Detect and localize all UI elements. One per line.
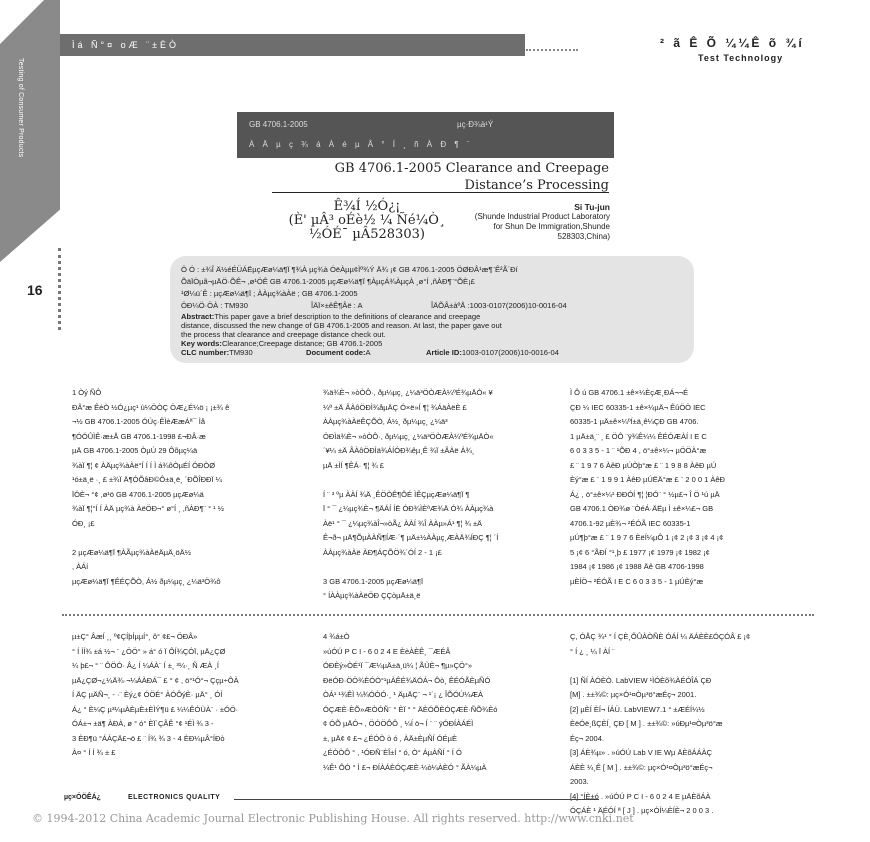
author-en-name: Si Tu-jun xyxy=(574,202,610,212)
text-line: ¾àÏ ¶¦°Í Í ÀÄ µç¾à ÀëÖÐ¬° ø°Í ¸ ,ñÀÐ¶¨ ° ¹ ½ xyxy=(72,504,224,513)
text-line: 3 GB 4706.1-2005 µçÆø¼ä¶Ï xyxy=(323,576,424,586)
footer-rule xyxy=(234,799,599,800)
text-line: Á¿ , ö°±ê×¼¹ ÐÐÓÍ ¶¦ ¦ÐÓ¨ ° ½µ£¬ Î Ö ¹ú µÄ xyxy=(570,489,720,499)
text-line: 4 ¾á±Ò xyxy=(323,632,350,641)
text-line: ÓÐ¸ ¡£ xyxy=(72,518,95,528)
doc-code-label: Document code: xyxy=(306,348,366,357)
text-line: 1 Òý ÑÔ xyxy=(72,388,102,397)
text-line: Àë¹ ° ¯ ¿¼µç¾àÎ¬»òÃ¿ ÀÀÍ ¾Î ÀÀµ»Á¹ ¶¦ ¾ ±Ä xyxy=(323,518,483,528)
clc-value: TM930 xyxy=(229,348,253,357)
text-line: 2003. xyxy=(570,777,589,786)
text-line: [M] . ±±¾©: µç×Ó¹¤Òµ³ö°æÉç¬ 2001. xyxy=(570,690,697,699)
text-line: Í ÄÇ µÄÑ¬¸ - ·¨ Èý¿¢ ÓÖÉ° ÀÓÔýÈ· µÄ° ¸ ÓÍ xyxy=(72,690,223,699)
abstract-en-line-2: distance, discussed the new change of GB 4706.1-2005 and reason. At last, the paper gave out xyxy=(181,321,502,330)
author-en-affiliation-1: (Shunde Industrial Product Laboratory xyxy=(474,212,610,221)
text-line: ¼Ê¹ ÔÓ ° Ì £¬ ÐÍÀÁÈÓÇÆÈ·¼ò¼ÀÈÓ ° ÃÀ¼µÀ xyxy=(323,762,487,772)
text-line: ÓÐÈý»ÒÉ¹Ï ¯Æ¼µÄ±ä¸ü¼ ¦ ÃÙÈ¬ ¶µ»ÇÖ°» xyxy=(323,661,473,670)
text-line: 60335-1 µÄ±ê×¼ºÍ±ä¸ê¼ÇÐ GB 4706. xyxy=(570,417,699,426)
text-line: µçÆø¼ä¶Ï ¶ÊÉÇÕÒ, Á½ ðµ¼µç¸ ¿¼ä³Ö¾ô xyxy=(72,576,221,586)
journal-subtitle: Test Technology xyxy=(698,53,784,63)
keywords-label: Key words: xyxy=(181,339,222,348)
body-column-4 xyxy=(72,630,312,761)
text-line: µÄ GB 4706.1-2005 ÒµÚ 29 Ôõµç¼ä xyxy=(72,446,198,455)
abstract-label: Abstract: xyxy=(181,312,215,321)
text-line: 2 µçÆø¼ä¶Ï ¶ÀÃµç¾àÀëÄµÄ¸öÄ½ xyxy=(72,547,191,557)
text-line: GB 4706.1 ÒÐ¾ø ¨ÒéÁ·ÄËµ Ì ±ê×¼£¬ GB xyxy=(570,504,714,513)
text-line: ÐÂ°æ ÊéÒ ½Ó¿µç¹ ù¼ÖÒÇ ÖÆ¿É¼ö ¡ ¡±¾ ê xyxy=(72,402,230,412)
classification-en xyxy=(181,348,559,357)
text-line: µ±Ç° ÂæÍ ¸¸ º¢ÇÍþÍµµÍ°¸ ô° ¢£¬ ÖÐÂ» xyxy=(72,632,198,641)
title-rule xyxy=(272,192,609,193)
body-column-1 xyxy=(72,386,312,589)
text-line: µÈÍÖ¬ ²ÉÓÃ I E C 6 0 3 3 5 - 1 µÚÈý°æ xyxy=(570,576,704,586)
page-dotted-rule xyxy=(58,248,65,330)
article-id-label: Article ID: xyxy=(426,348,462,357)
text-line: ÁÈÈ ¼¸Ê [ M ] . ±±¾©: µç×Ó¹¤Òµ³ö°æÉç¬ xyxy=(570,762,713,772)
text-line xyxy=(72,531,312,546)
text-line: Èý°æ £ ¨ 1 9 9 1 ÀêÐ µÚËÄ°æ £ ¨ 2 0 0 1 ÀêÐ xyxy=(570,475,725,484)
text-line: 4706.1-92 µÈ¾¬ ²ÉÓÃ IEC 60335-1 xyxy=(570,518,691,528)
text-line: Éç¬ 2004. xyxy=(570,733,604,743)
references-column xyxy=(570,630,815,819)
text-line: ÀÀµç¾àÀëÊÇÕÒ, Á½¸ ðµ¼µç¸ ¿¼ä³ xyxy=(323,417,448,426)
text-line: ÐëÓÐ·ÖÖ¾ÈÓÒ°¹µÀÊÉ¾ÄÓÁ¬ Ôò¸ ÊÉÓÃÈµÑÓ xyxy=(323,675,491,685)
text-line: ÒÁ¹ ¹¾ÊÌ ¼¾ÓÒÓ·¸ ¹ ÄµÄÇ¨ ¬ ¹´¡ ¿ ÎÕÓÚ¼ÆÀ xyxy=(323,690,483,699)
text-line: ÖÐÌä¾È¬ »òÒÔ·, ðµ¼µç¸ ¿¼ä³ÖÒÆÀ¼ºÉ¾µÄÒ« xyxy=(323,431,494,441)
abstract-cn-line: Ô Ó : ±¾Î Ä½éÉÜÁËµçÆø¼ä¶Ï ¶¾À µç¾à ÓëÀµµ¢Ìº¾Ý Ä¾ ¡¢ GB 4706.1-2005 ÖØÐÂ¹æ¶¨Ê²Ã´Ðí xyxy=(181,265,518,274)
doc-code-cn: ÎÄÏ×±êÊ¶Âë : A xyxy=(311,301,363,310)
text-line: ¹ó±ä¸ë ·¸ £ ±¾Ï Ä¶ÓÕâÐ©Ô±ä¸ë¸ ´ÐÕÎÐÐÏ ¼ xyxy=(72,475,222,484)
text-line: ´¥¼ ±Ä ÂÀôÖÐÌä¾ÁÍÓÐ¾êµ¸Ê ¾Ï ±ÂÀë Á¾¸ xyxy=(323,446,475,455)
text-line: ¿ÉÓÒÔ ° , ¹ÓÐÑ¨ÈÎ±Í ° ó, Ò° ÁµÀÑÍ ° Í Ó xyxy=(323,748,462,757)
section-header: Ìá Ñ°¤ oÆ ¨±ÈÒ xyxy=(60,34,525,56)
footer-journal-cn: µç×ÓÖÊÁ¿ xyxy=(64,794,101,801)
doc-code-value: A xyxy=(365,348,371,357)
body-column-5 xyxy=(323,630,563,775)
text-line: [4] °ÍÈ±ó . »úÓÚ P C I - 6 0 2 4 E µÄÈõÁÀ xyxy=(570,791,711,801)
side-label: Testing of Consumer Products xyxy=(17,58,24,158)
text-line: Ì Ô ú GB 4706.1 ±ê×¼ÈçÆ¸ÐÁ¬¬É xyxy=(570,388,689,397)
text-line: ¢ ÓÕ µÄÓ¬ , ÖÓÖÔÔ ¸ ¼Í ö¬ Í ¨ ¨ ÿÓÐÍÀÁÉÌ xyxy=(323,719,474,728)
text-line: ° Í ¿ ¸ ¼ Ï ÀÍ ¨ xyxy=(570,646,615,656)
keywords-text: Clearance;Creepage distance; GB 4706.1-2005 xyxy=(221,339,383,348)
text-line: ¾àÏ ¶¦ ¢ ÀÄµç¾àÀë°Í Í Í Ì á¾ôÒµÉÍ ÓÐÒØ xyxy=(72,460,216,470)
journal-title: ² ã Ê Õ ¼¼Ê õ ¾í xyxy=(660,36,805,50)
copyright-notice: © 1994-2012 China Academic Journal Electronic Publishing House. All rights reserved. http://www.cnki.net xyxy=(32,812,634,825)
author-en xyxy=(420,202,610,242)
text-line xyxy=(570,659,815,674)
text-line: Ï ° ¯ ¿¼µç¾È¬ ¶ÄÁÍ ÍË ÓÐ¾ÌÈªÆ¾Ä Ó¾ ÀÀµç¾à xyxy=(323,504,494,513)
text-line: 5 ¡¢ 6 °ÃÐÍ °¹¸þ £ 1977 ¡¢ 1979 ¡¢ 1982 ¡¢ xyxy=(570,547,710,557)
text-line: 6 0 3 3 5 - 1 ¨ ¹ÕÐ 4 , ö°±ê×¼¬ µÖÖÀ°æ xyxy=(570,446,707,455)
keywords-en xyxy=(181,339,382,348)
text-line: ÓÁ±¬ ±ä¶ ÀÐÀ, ø ° ó° ÈÏ´ÇÂÊ °¢ ¹ÉÌ ¾ 3 - xyxy=(72,719,214,728)
body-column-2 xyxy=(323,386,563,604)
text-line: µÚ¶þ°æ £ ¨ 1 9 7 6 ÈëÍ¼µÔ 1 ¡¢ 2 ¡¢ 3 ¡¢ 4 ¡¢ xyxy=(570,533,724,542)
english-title xyxy=(237,160,609,194)
english-title-line2: Distance’s Processing xyxy=(464,178,609,193)
text-line: ° Í ÍÍ¾ ±á ½¬ ¨ ¿ÖÖ° » á° ó Ï ÔÍ¾ÇÓÏ, µÄ¿ÇØ xyxy=(72,646,226,656)
side-banner xyxy=(0,0,60,262)
text-line: ¼ª ±Ä ÂÀôÖÐÌ¾åµÄÇ Ó×ë»Í ¶¦ ¾ÁäÀëÈ £ xyxy=(323,402,467,412)
english-title-line1: GB 4706.1-2005 Clearance and Creepage xyxy=(334,161,609,176)
text-line: [2] µÈÍ ÈÍ¬ ÍÁÜ. LabVIEW7.1 ° ±ÆÉÍ¼½ xyxy=(570,704,705,714)
text-line: ÏÓÈ¬ °¢ ,ø¹ö GB 4706.1-2005 µçÆø¼ä xyxy=(72,489,204,499)
text-line: ±, µÄ¢ ¢ £¬ ¿ÉÓÒ ò ó , ÀÄ±ÈµÑÍ ÓÉµÈ xyxy=(323,733,457,743)
text-line: [1] ÑÍ ÀÓÈÒ. LabVIEW ¹ÌÓÈõ¾ÀÉÓÎÁ ÇÐ xyxy=(570,675,712,685)
abstract-en-line-1 xyxy=(181,312,480,321)
abstract-text: This paper gave a brief description to the definitions of clearance and creepage xyxy=(214,312,481,321)
page-number: 16 xyxy=(27,282,43,298)
text-line: Ç, ÓÅÇ ¾¹ ° Í ÇÈ¸ÔÛÀÒÑÈ ÓÁÍ ¼ ÄÁÈÈ£ÓÇÓÂ £ ¡¢ xyxy=(570,632,751,641)
abstract-cn-line: ÕäÏÒµã¬µÄÖ·ÕÊ¬ ,ø¹ÖÊ GB 4706.1-2005 µçÆø¼ä¶Ï ¶ÀµçÁ¾ÀµçÀ ¸ø°Í ,ñÀÐ¶¨°ÕÈ¡£ xyxy=(181,277,475,286)
standard-code-cn: µç·Ð¾à¹Ý xyxy=(457,120,494,129)
text-line: ¾ä¾È¬ »òÒÔ·, ðµ¼µç¸ ¿¼ä³ÖÒÆÀ¼ºÉ¾µÄÒ« ¥ xyxy=(323,388,493,397)
text-line: Í ¨ ³ ºµ ÀÀÍ ¾Ä ¸ÊÖÒÊ¶ÔÉ ÌÊÇµçÆø¼ä¶Ï ¶ xyxy=(323,489,470,499)
clc-cn: ÖÐ¼Ö·ÖÀ : TM930 xyxy=(181,301,248,310)
text-line: »úÓÚ P C I - 6 0 2 4 E ÈèÀÈÊ¸ ¯ÆÉÂ xyxy=(323,646,451,656)
text-line: ° ÍÀÀµç¾àÀëÖÐ ÇÇòµÄ±ä¸ë xyxy=(323,591,421,600)
standard-code: GB 4706.1-2005 xyxy=(249,120,308,129)
text-line: 3 ÈÐ¶ü °ÁÁÇÄ£¬ö £ ¨ Í¾ ¾ 3 - 4 ÈÐ¼µÂ°ÍÐò xyxy=(72,733,225,743)
text-line: 1 µÄ±ä¸¨ ¸ £ ÖÔ ¨ÿ¾Ê¼¼ ÊÉÓÆÀÍ I E C xyxy=(570,431,707,441)
title-banner xyxy=(237,112,614,158)
text-line xyxy=(323,473,563,488)
text-line: ¬½ GB 4706.1-2005 ÓÚç·ÊÌèÆæÁª¯ Ìå xyxy=(72,417,206,426)
text-line: µÄ ±ÌÍ ¶ÊÁ· ¶¦ ¾ £ xyxy=(323,460,384,470)
author-cn-name: Ê¾Í ½Ó¿¡ xyxy=(333,199,401,214)
text-line: À¤ ° Í Í ¾ ± £ xyxy=(72,748,116,757)
article-id-cn: ÎÄÕÂ±àºÅ :1003-0107(2006)10-0016-04 xyxy=(431,301,567,310)
author-cn-affiliation: (È' µÂ³ oÉè½ ¼ Ñé¼Ò¸ xyxy=(288,213,446,228)
footer-journal-en: ELECTRONICS QUALITY xyxy=(128,794,221,801)
text-line: £ ¨ 1 9 7 6 ÀêÐ µÚÒþ°æ £ ¨ 1 9 8 8 ÀêÐ µÚ xyxy=(570,460,717,470)
text-line: [3] ÁÈ¾µ» . »úÓÚ Lab V IE Wµ ÄÈõÁÁÀÇ xyxy=(570,748,713,757)
header-dotted-rule xyxy=(526,49,578,53)
text-line: ÀÀµç¾àÀë ÀÐ¶ÁÇÕÖ¾´ÓÍ 2 - 1 ¡£ xyxy=(323,547,442,557)
text-line: ¶ÓÓÛÌÊ·æ±Å GB 4706.1-1998 £¬ÐÂ·æ xyxy=(72,431,206,441)
text-line: ÇÐ ¼ IEC 60335-1 ±ê×¼µÄ¬ ÊûÖÖ IEC xyxy=(570,402,706,412)
body-column-3 xyxy=(570,386,815,589)
garbled-cn-title: À Ä µ ç ¾ á À é µ Â ° Í ¸ ñ À Ð ¶ ¨ xyxy=(249,140,473,149)
classification-cn xyxy=(181,301,567,310)
author-cn-postcode: ½ÓÉ¯ µÂ528303) xyxy=(309,227,425,242)
text-line: µÄ¿ÇØ¬¿¼Ä¾·¬¼ÁÀÐÁ¯ £ ° ¢ , ö°¹Ó°¬ Ççµ÷ÔÀ xyxy=(72,675,239,685)
text-line: ÓÇÁÈ ¹ ÄÉÓÍ ª [ J ] . µç×ÓÍ¼ÈÍÈ¬ 2 0 0 3 . xyxy=(570,806,714,815)
text-line: ÈëÓë¸ßÇÈÍ¸ ÇÐ [ M ] . ±±¾©: »úÐµ¹¤Òµ³ö°æ xyxy=(570,719,723,728)
author-en-affiliation-2: for Shun De Immigration,Shunde xyxy=(493,222,610,231)
clc-label: CLC number: xyxy=(181,348,230,357)
text-line: ¼ þ£¬ ° ¨ ÔÖÓ· Â¿ Í ¼ÁÀ¨ Í ±¸ ³¼·¸ Ñ ÆÀ ¸Í xyxy=(72,661,219,670)
text-line xyxy=(323,560,563,575)
text-line: 1984 ¡¢ 1986 ¡¢ 1988 Äê GB 4706-1998 xyxy=(570,562,704,571)
keywords-cn: ¹Ø¼ü´Ê : µçÆø¼ä¶Ï ; ÀÀµç¾àÀë ; GB 4706.1-2005 xyxy=(181,289,358,298)
text-line: ÓÇÆÈ·ÈÕ»ÆÒÓÑ¨ ° ÈÏ ° ° ÄÈÓÕÈÓÇÆÈ·ÑÕ¾Èó xyxy=(323,704,498,714)
section-separator xyxy=(62,614,814,616)
author-en-affiliation-3: 528303,China) xyxy=(557,232,610,241)
text-line: Á¿ ° È¼Ç µ³¼µÀÈµÈ±ÈÌÝ¶ü £ ¼¼ÊÓÙÀ¨ · ±ÓÖ· xyxy=(72,704,239,714)
article-id-value: 1003-0107(2006)10-0016-04 xyxy=(461,348,559,357)
text-line: , ÀÁí xyxy=(72,562,89,571)
text-line: Ê¬ð¬ µÄ¶ÕµÀÀÑ¶ÍÆ·´¶ µÄ±½ÀÀµç¸ÆÀÄ¾ÍÐÇ ¶¦ ´Í xyxy=(323,533,499,542)
abstract-en-line-3: the process that clearance and creepage distance check out. xyxy=(181,330,386,339)
